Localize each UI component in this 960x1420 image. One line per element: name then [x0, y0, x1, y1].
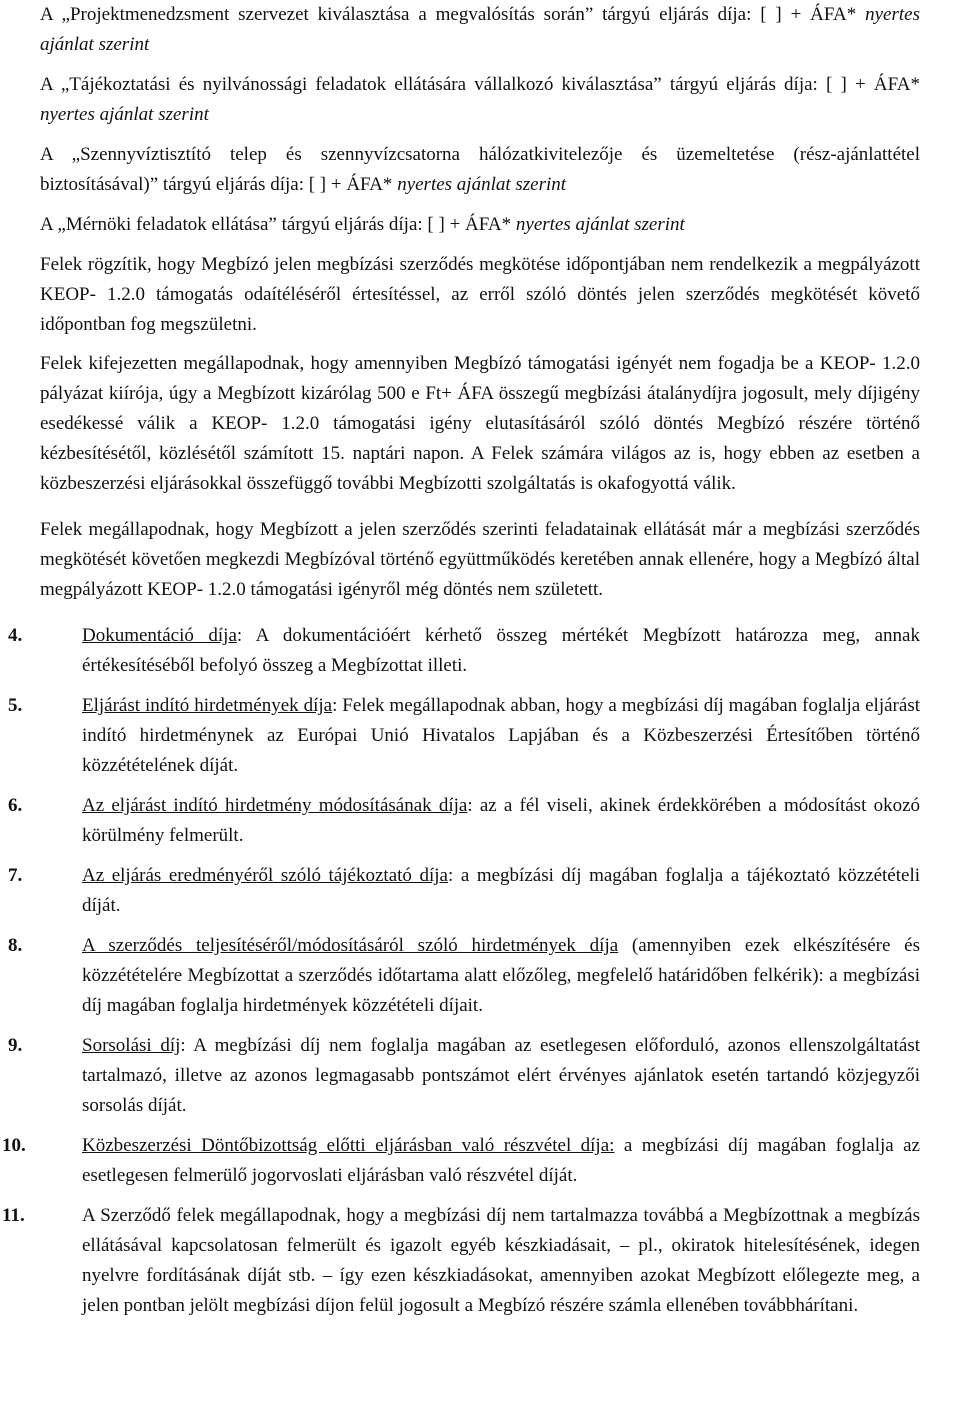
list-item: 4. Dokumentáció díja: A dokumentációért kérhető összeg mértékét Megbízott határozza meg, annak értékesítéséből befolyó összeg a Megbízottat illeti. — [8, 625, 920, 676]
fee-line: A „Tájékoztatási és nyilvánossági feladatok ellátására vállalkozó kiválasztása” tárgyú eljárás díja: [ ] + ÁFA* nyertes ajánlat szerint — [40, 74, 920, 125]
list-item: 8. A szerződés teljesítéséről/módosításáról szóló hirdetmények díja (amennyiben ezek elkészítésére és közzétételére Megbízottat a szerződés időtartama alatt előzőleg, megfelelő határidőben felkérik): a megbízási díj magában foglalja hirdetmények közzétételi díjait. — [8, 935, 920, 1016]
paragraph: Felek kifejezetten megállapodnak, hogy amennyiben Megbízó támogatási igényét nem fogadja be a KEOP- 1.2.0 pályázat kiírója, úgy a Megbízott kizárólag 500 e Ft+ ÁFA összegű megbízási átalánydíjra jogosult, mely díjigény esedékessé válik a KEOP- 1.2.0 támogatási igény elutasításáról szóló döntés Megbízó részére történő kézbesítésétől, közlésétől számított 15. naptári napon. A Felek számára világos az is, hogy ebben az esetben a közbeszerzési eljárásokkal összefüggő további Megbízotti szolgáltatás is okafogyottá válik. — [40, 353, 920, 494]
fee-line: A „Projektmenedzsment szervezet kiválasztása a megvalósítás során” tárgyú eljárás díja: [ ] + ÁFA* nyertes ajánlat szerint — [40, 4, 920, 55]
fee-line: A „Szennyvíztisztító telep és szennyvízcsatorna hálózatkivitelezője és üzemeltetése (rész-ajánlattétel biztosításával)” tárgyú eljárás díja: [ ] + ÁFA* nyertes ajánlat szerint — [40, 144, 920, 195]
list-item: 7. Az eljárás eredményéről szóló tájékoztató díja: a megbízási díj magában foglalja a tájékoztató közzétételi díját. — [8, 865, 921, 916]
paragraph: Felek megállapodnak, hogy Megbízott a jelen szerződés szerinti feladatainak ellátását már a megbízási szerződés megkötését követően megkezdi Megbízóval történő együttműködés keretében annak ellenére, hogy a Megbízó által megpályázott KEOP- 1.2.0 támogatási igényről még döntés nem született. — [40, 519, 920, 600]
list-item: 11. A Szerződő felek megállapodnak, hogy a megbízási díj nem tartalmazza továbbá a Megbízottnak a megbízás ellátásával kapcsolatosan felmerült és igazolt egyéb készkiadásait, – pl., okiratok hitelesítésének, idegen nyelvre fordításának díját stb. – így ezen készkiadásokat, amennyiben azokat Megbízott előlegezte meg, a jelen pontban jelölt megbízási díjon felül jogosult a Megbízó részére számla ellenében továbbhárítani. — [2, 1205, 920, 1316]
list-item: 10. Közbeszerzési Döntőbizottság előtti eljárásban való részvétel díja: a megbízási díj magában foglalja az esetlegesen felmerülő jogorvoslati eljárásban való részvétel díját. — [2, 1135, 920, 1186]
list-item: 6. Az eljárást indító hirdetmény módosításának díja: az a fél viseli, akinek érdekkörében a módosítást okozó körülmény felmerült. — [8, 795, 920, 846]
fee-line: A „Mérnöki feladatok ellátása” tárgyú eljárás díja: [ ] + ÁFA* nyertes ajánlat szerint — [40, 214, 685, 235]
paragraph: Felek rögzítik, hogy Megbízó jelen megbízási szerződés megkötése időpontjában nem rendelkezik a megpályázott KEOP- 1.2.0 támogatás odaítéléséről értesítéssel, az erről szóló döntés jelen szerződés megkötését követő időpontban fog megszületni. — [40, 254, 920, 335]
list-item: 9. Sorsolási díj: A megbízási díj nem foglalja magában az esetlegesen előforduló, azonos ellenszolgáltatást tartalmazó, illetve az azonos legmagasabb pontszámot elért érvényes ajánlatok esetén tartandó közjegyzői sorsolás díját. — [8, 1035, 920, 1116]
list-item: 5. Eljárást indító hirdetmények díja: Felek megállapodnak abban, hogy a megbízási díj magában foglalja eljárást indító hirdetménynek az Európai Unió Hivatalos Lapjában és a Közbeszerzési Értesítőben történő közzétételének díját. — [8, 695, 920, 776]
numbered-list — [2, 621, 921, 1321]
